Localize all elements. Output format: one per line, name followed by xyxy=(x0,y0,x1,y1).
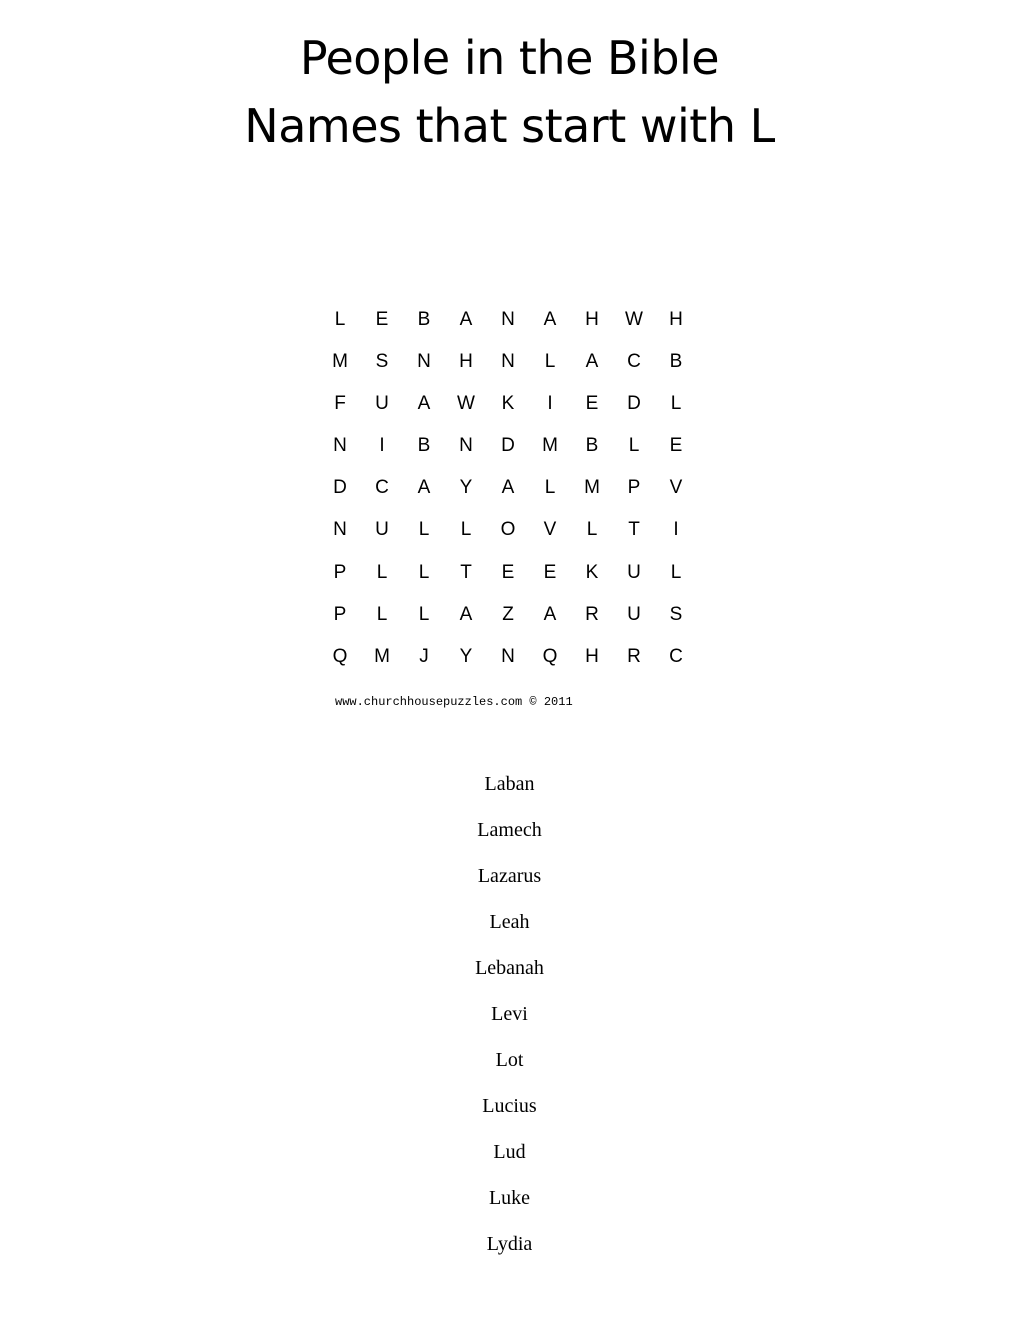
word-list xyxy=(0,761,1019,1267)
grid-letter: S xyxy=(375,351,389,373)
grid-letter: V xyxy=(669,477,683,499)
grid-letter: C xyxy=(627,351,641,373)
grid-letter: A xyxy=(585,351,599,373)
grid-letter: J xyxy=(419,645,429,667)
grid-letter: V xyxy=(543,519,557,541)
grid-letter: A xyxy=(543,309,557,330)
grid-letter: N xyxy=(333,435,347,457)
word-list-item: Leah xyxy=(489,911,530,933)
grid-letter: W xyxy=(625,309,643,330)
grid-letter: L xyxy=(670,561,682,583)
word-list-item: Lazarus xyxy=(477,865,542,887)
grid-letter: L xyxy=(586,519,598,541)
grid-letter: H xyxy=(585,645,599,667)
grid-letter: T xyxy=(460,561,472,583)
grid-letter: L xyxy=(334,309,346,330)
grid-letter: I xyxy=(547,393,553,415)
grid-letter: L xyxy=(418,603,430,625)
title-line-2: Names that start with L xyxy=(244,99,775,153)
grid-letter: E xyxy=(543,561,557,583)
grid-letter: P xyxy=(333,561,347,583)
grid-letter: A xyxy=(417,393,431,415)
grid-letter: L xyxy=(670,393,682,415)
grid-letter: D xyxy=(501,435,515,457)
grid-letter: L xyxy=(418,519,430,541)
grid-letter: B xyxy=(669,351,683,373)
grid-letter: N xyxy=(501,309,515,330)
grid-letter: D xyxy=(333,477,347,499)
grid-letter: H xyxy=(669,309,683,330)
word-list-item: Lot xyxy=(495,1049,524,1071)
grid-letter: S xyxy=(669,603,683,625)
grid-letter: L xyxy=(460,519,472,541)
word-list-item: Lud xyxy=(493,1141,526,1163)
grid-letter: T xyxy=(628,519,640,541)
word-list-item: Laban xyxy=(484,773,535,795)
word-list-item: Levi xyxy=(491,1003,528,1025)
grid-letter: K xyxy=(585,561,599,583)
grid-letter: U xyxy=(375,393,389,415)
grid-letter: E xyxy=(375,309,389,330)
grid-letter: P xyxy=(333,603,347,625)
grid-letter: N xyxy=(459,435,473,457)
grid-letter: N xyxy=(501,645,515,667)
grid-letter: C xyxy=(669,645,683,667)
grid-letter: B xyxy=(417,435,431,457)
grid-letter: F xyxy=(334,393,346,415)
grid-letter: H xyxy=(459,351,473,373)
grid-letter: A xyxy=(459,603,473,625)
grid-letter: C xyxy=(375,477,389,499)
grid-letter: D xyxy=(627,393,641,415)
grid-letter: P xyxy=(627,477,641,499)
grid-letter: L xyxy=(376,561,388,583)
word-list-item: Lebanah xyxy=(475,957,544,979)
grid-letter: M xyxy=(332,351,348,373)
grid-letter: Z xyxy=(502,603,514,625)
grid-letter: M xyxy=(542,435,558,457)
grid-letter: N xyxy=(417,351,431,373)
grid-letter: R xyxy=(627,645,641,667)
letter-grid xyxy=(319,299,697,678)
grid-letter: A xyxy=(417,477,431,499)
grid-letter: Y xyxy=(459,477,473,499)
grid-letter: I xyxy=(379,435,385,457)
grid-letter: O xyxy=(500,519,516,541)
grid-letter: H xyxy=(585,309,599,330)
grid-letter: E xyxy=(585,393,599,415)
word-list-item: Lydia xyxy=(486,1233,533,1255)
grid-letter: U xyxy=(627,603,641,625)
grid-letter: E xyxy=(501,561,515,583)
grid-letter: Y xyxy=(459,645,473,667)
grid-letter: A xyxy=(543,603,557,625)
grid-letter: K xyxy=(501,393,515,415)
title-line-1: People in the Bible xyxy=(299,31,720,85)
grid-letter: N xyxy=(333,519,347,541)
grid-letter: N xyxy=(501,351,515,373)
grid-letter: Q xyxy=(542,645,558,667)
grid-letter: L xyxy=(376,603,388,625)
grid-letter: W xyxy=(457,393,475,415)
grid-letter: B xyxy=(585,435,599,457)
grid-letter: E xyxy=(669,435,683,457)
word-list-item: Lamech xyxy=(477,819,542,841)
grid-letter: B xyxy=(417,309,431,330)
word-list-item: Lucius xyxy=(482,1095,537,1117)
grid-letter: A xyxy=(459,309,473,330)
grid-letter: A xyxy=(501,477,515,499)
grid-letter: U xyxy=(627,561,641,583)
grid-letter: M xyxy=(374,645,390,667)
grid-letter: L xyxy=(628,435,640,457)
grid-letter: L xyxy=(544,477,556,499)
grid-letter: L xyxy=(544,351,556,373)
grid-letter: M xyxy=(584,477,600,499)
grid-letter: L xyxy=(418,561,430,583)
credit-line: www.churchhousepuzzles.com © 2011 xyxy=(335,695,573,709)
grid-letter: U xyxy=(375,519,389,541)
grid-letter: I xyxy=(673,519,679,541)
grid-letter: Q xyxy=(332,645,348,667)
grid-letter: R xyxy=(585,603,599,625)
word-list-item: Luke xyxy=(488,1187,531,1209)
